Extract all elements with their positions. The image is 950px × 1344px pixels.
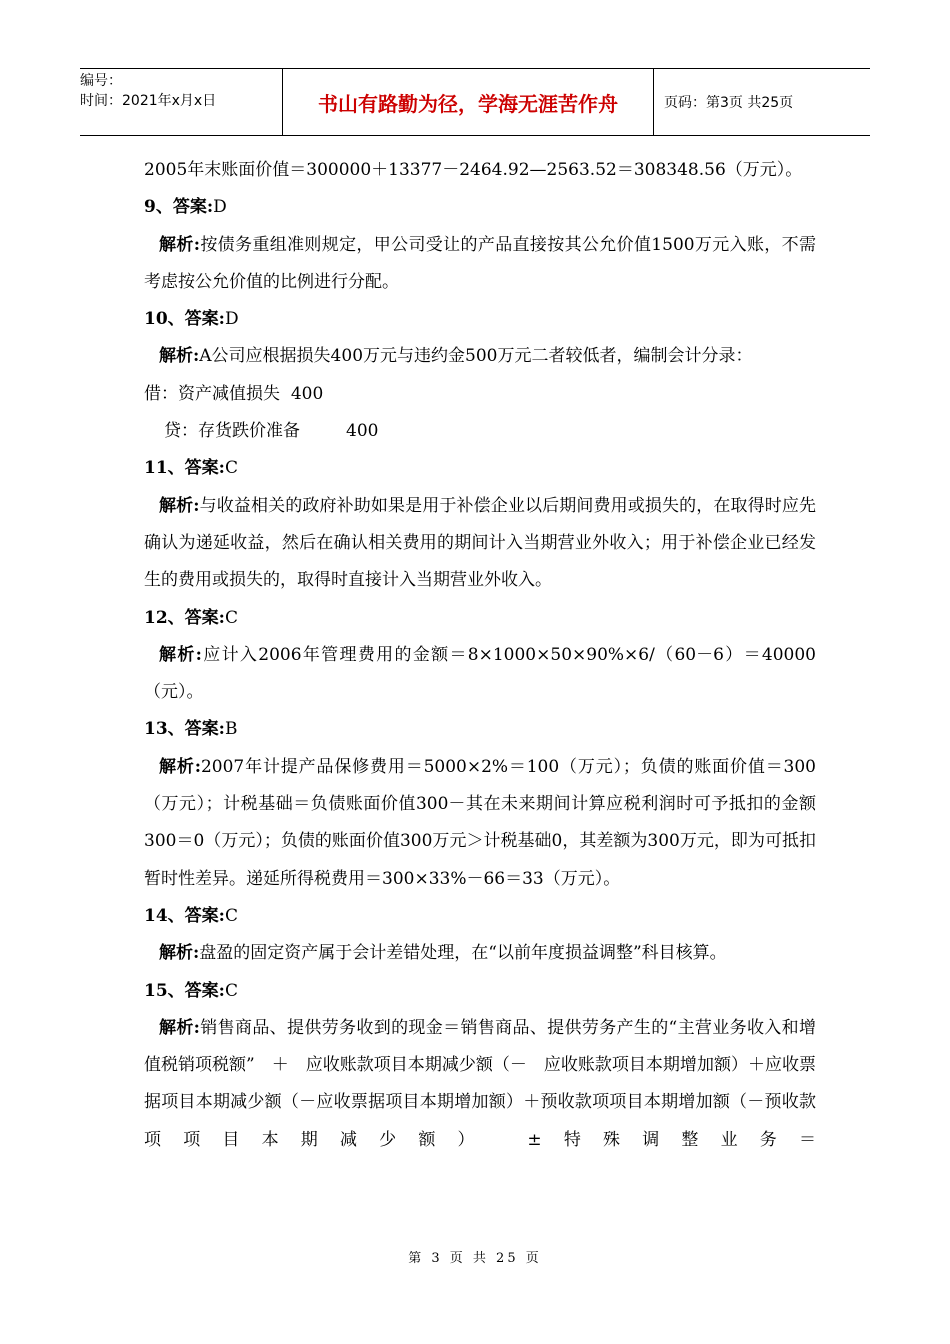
- explanation-10: [144, 338, 816, 375]
- explanation-9: [144, 227, 816, 302]
- answer-value: C: [224, 458, 238, 479]
- answer-value: D: [213, 197, 227, 218]
- explanation-14: [144, 935, 816, 972]
- paragraph: [144, 152, 816, 189]
- header-meta: [80, 69, 282, 135]
- answer-label: 15、答案:: [144, 980, 225, 1001]
- answer-9: [144, 189, 816, 226]
- answer-14: [144, 898, 816, 935]
- journal-debit: [144, 376, 816, 413]
- text-line: 2005年末账面价值＝300000＋13377－2464.92—2563.52＝308348.56（万元）。: [144, 160, 803, 180]
- explanation-label: 解析:: [159, 756, 201, 777]
- debit-amount: 400: [290, 383, 324, 404]
- answer-15: [144, 973, 816, 1010]
- explanation-label: 解析:: [159, 644, 202, 665]
- explanation-text: 销售商品、提供劳务收到的现金＝销售商品、提供劳务产生的“主营业务收入和增值税销项税额” ＋ 应收账款项目本期减少额（－ 应收账款项目本期增加额）＋应收票据项目本期减少额（－应收票据项目本期增加额）＋预收款项项目本期增加额（－预收款项项目本期减少额） ±特殊调整业务＝: [144, 1017, 816, 1150]
- answer-13: [144, 711, 816, 748]
- answer-value: D: [224, 309, 239, 330]
- answer-label: 12、答案:: [144, 607, 225, 628]
- page-header: [80, 68, 870, 136]
- answer-10: [144, 301, 816, 338]
- header-page-label: 页码：第3页 共25页: [664, 95, 794, 111]
- explanation-text: 盘盈的固定资产属于会计差错处理，在“以前年度损益调整”科目核算。: [199, 943, 727, 964]
- explanation-13: [144, 749, 816, 898]
- explanation-label: 解析:: [159, 495, 200, 516]
- answer-label: 10、答案:: [144, 309, 225, 330]
- document-body: [144, 152, 816, 1159]
- date-label: 时间：2021年x月x日: [80, 93, 217, 109]
- answer-value: C: [224, 607, 238, 628]
- explanation-text: 与收益相关的政府补助如果是用于补偿企业以后期间费用或损失的，在取得时应先确认为递延收益，然后在确认相关费用的期间计入当期营业外收入；用于补偿企业已经发生的费用或损失的，取得时直接计入当期营业外收入。: [144, 495, 816, 591]
- journal-credit: [144, 413, 816, 450]
- page-footer: 第 3 页 共 25 页: [408, 1251, 542, 1266]
- answer-label: 13、答案:: [144, 719, 225, 740]
- explanation-label: 解析:: [159, 346, 200, 367]
- credit-label: 贷：存货跌价准备: [164, 421, 300, 442]
- code-label: 编号：: [80, 73, 122, 89]
- answer-11: [144, 450, 816, 487]
- debit-label: 借：资产减值损失: [144, 383, 280, 404]
- answer-12: [144, 600, 816, 637]
- answer-label: 11、答案:: [144, 458, 225, 479]
- answer-label: 14、答案:: [144, 905, 225, 926]
- explanation-text: 按债务重组准则规定，甲公司受让的产品直接按其公允价值1500万元入账，不需考虑按公允价值的比例进行分配。: [144, 234, 816, 292]
- explanation-15: [144, 1010, 816, 1159]
- answer-value: C: [224, 980, 238, 1001]
- explanation-text: 应计入2006年管理费用的金额＝8×1000×50×90%×6/（60－6）＝40000（元）。: [144, 644, 816, 703]
- answer-label: 9、答案:: [144, 197, 214, 218]
- answer-value: C: [224, 905, 238, 926]
- explanation-label: 解析:: [159, 1017, 200, 1038]
- explanation-text: A公司应根据损失400万元与违约金500万元二者较低者，编制会计分录：: [199, 346, 753, 367]
- credit-amount: 400: [346, 421, 379, 442]
- explanation-label: 解析:: [159, 943, 200, 964]
- explanation-label: 解析:: [159, 234, 200, 255]
- explanation-11: [144, 488, 816, 600]
- answer-value: B: [224, 719, 238, 740]
- explanation-text: 2007年计提产品保修费用＝5000×2%＝100（万元）；负债的账面价值＝300（万元）；计税基础＝负债账面价值300－其在未来期间计算应税利润时可予抵扣的金额300＝0（万元）；负债的账面价值300万元＞计税基础0，其差额为300万元，即为可抵扣暂时性差异。递延所得税费用＝300×33%－66＝33（万元）。: [144, 756, 817, 889]
- explanation-12: [144, 637, 816, 712]
- header-motto: 书山有路勤为径，学海无涯苦作舟: [282, 69, 654, 135]
